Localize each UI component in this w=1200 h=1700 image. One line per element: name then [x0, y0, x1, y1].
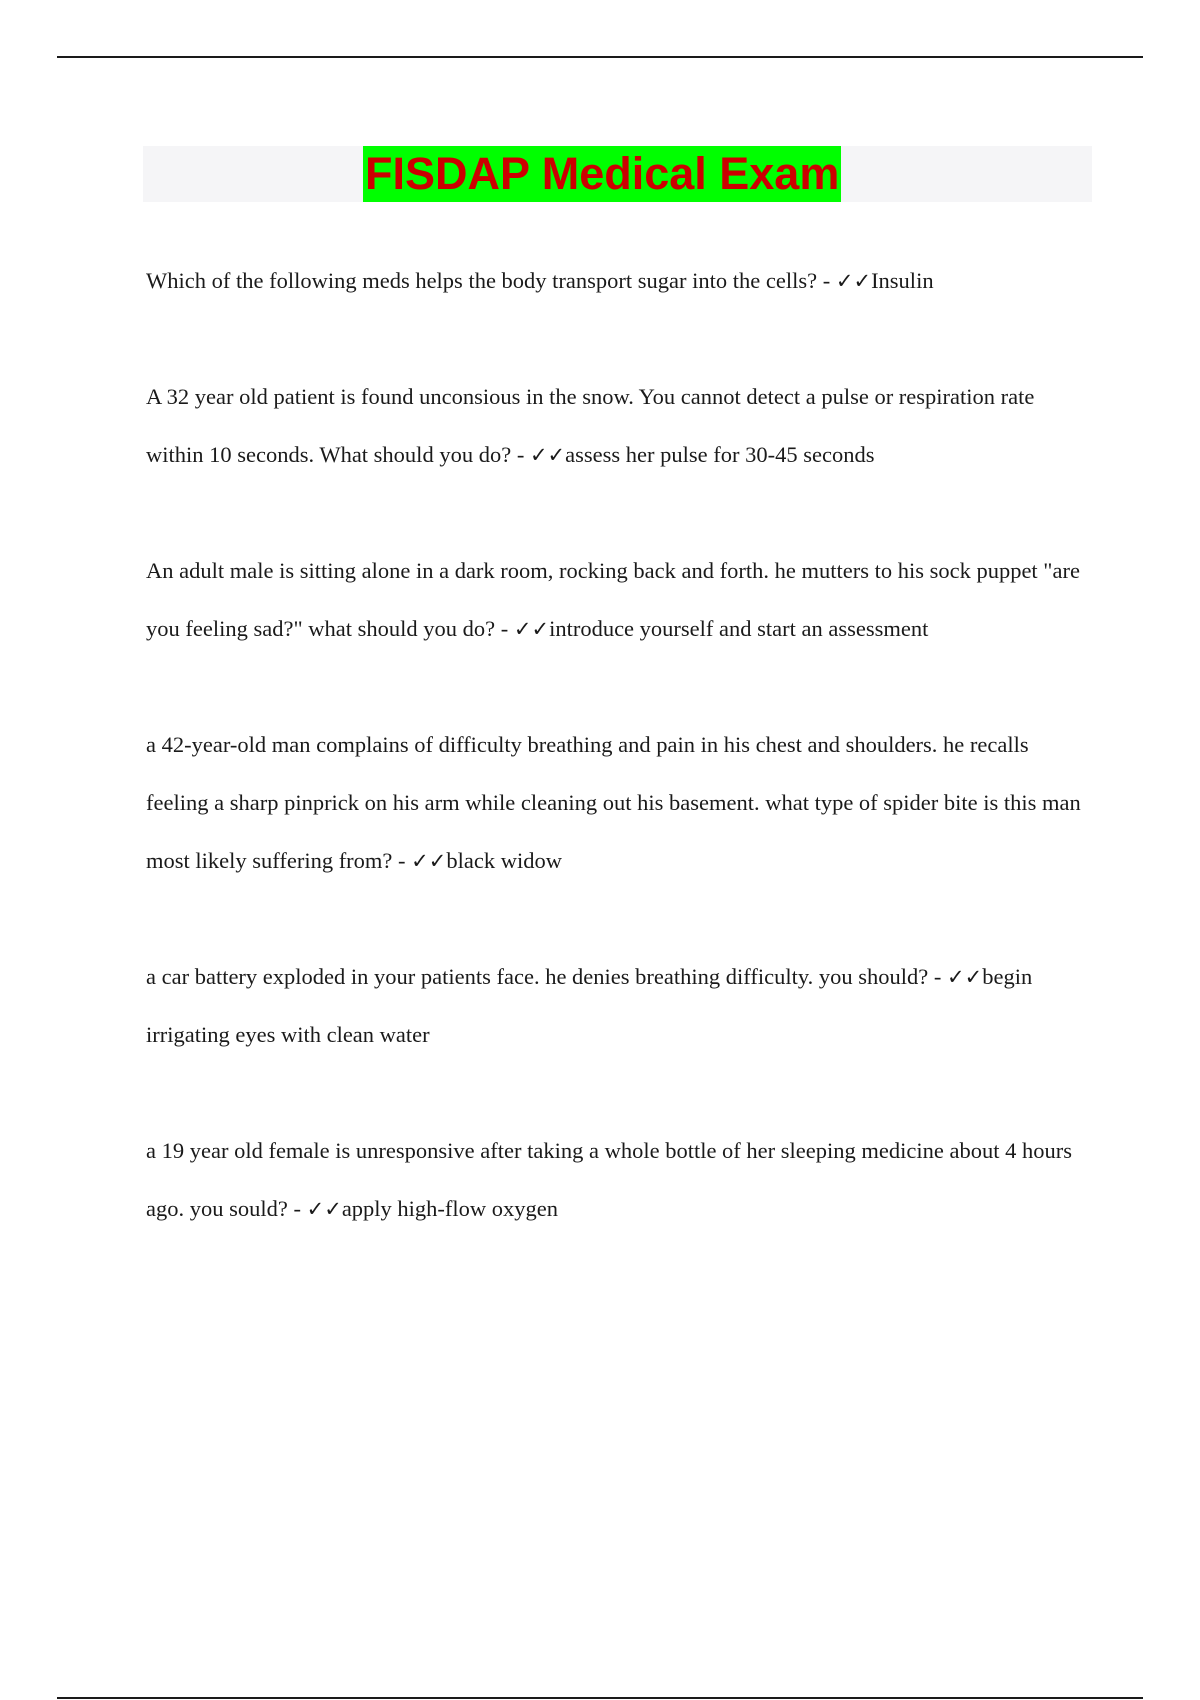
answer-text: black widow	[446, 848, 562, 873]
qa-item	[146, 716, 1096, 890]
separator: -	[495, 616, 514, 641]
separator: -	[817, 268, 836, 293]
separator: -	[928, 964, 947, 989]
qa-item	[146, 948, 1096, 1064]
answer-text: begin irrigating eyes with clean water	[146, 964, 1033, 1047]
header-rule	[57, 56, 1143, 58]
qa-item	[146, 368, 1096, 484]
qa-item	[146, 252, 1096, 310]
double-check-icon: ✓✓	[513, 617, 550, 641]
answer-text: introduce yourself and start an assessment	[549, 616, 929, 641]
footer-rule	[57, 1697, 1143, 1699]
question-text: Which of the following meds helps the body transport sugar into the cells?	[146, 268, 818, 293]
double-check-icon: ✓✓	[529, 443, 566, 467]
qa-list	[146, 252, 1096, 1296]
question-text: An adult male is sitting alone in a dark room, rocking back and forth. he mutters to his sock puppet "are you feeling sad?" what should you do?	[146, 558, 1080, 641]
answer-text: apply high-flow oxygen	[341, 1196, 559, 1221]
question-text: a 19 year old female is unresponsive after taking a whole bottle of her sleeping medicine about 4 hours ago. you sould?	[146, 1138, 1072, 1221]
double-check-icon: ✓✓	[411, 849, 447, 873]
qa-item	[146, 542, 1096, 658]
answer-text: Insulin	[871, 268, 934, 293]
double-check-icon: ✓✓	[306, 1197, 342, 1221]
qa-item	[146, 1122, 1096, 1238]
separator: -	[287, 1196, 307, 1221]
page-title: FISDAP Medical Exam	[363, 146, 841, 202]
answer-text: assess her pulse for 30-45 seconds	[565, 442, 875, 467]
double-check-icon: ✓✓	[947, 965, 983, 989]
question-text: a 42-year-old man complains of difficulty breathing and pain in his chest and shoulders. he recalls feeling a sharp pinprick on his arm while cleaning out his basement. what type of spider bite is this man most likely suffering from?	[146, 732, 1081, 873]
question-text: a car battery exploded in your patients face. he denies breathing difficulty. you should?	[146, 964, 929, 989]
separator: -	[392, 848, 412, 873]
question-text: A 32 year old patient is found unconsious in the snow. You cannot detect a pulse or respiration rate within 10 seconds. What should you do?	[146, 384, 1035, 467]
separator: -	[511, 442, 530, 467]
double-check-icon: ✓✓	[835, 269, 872, 293]
